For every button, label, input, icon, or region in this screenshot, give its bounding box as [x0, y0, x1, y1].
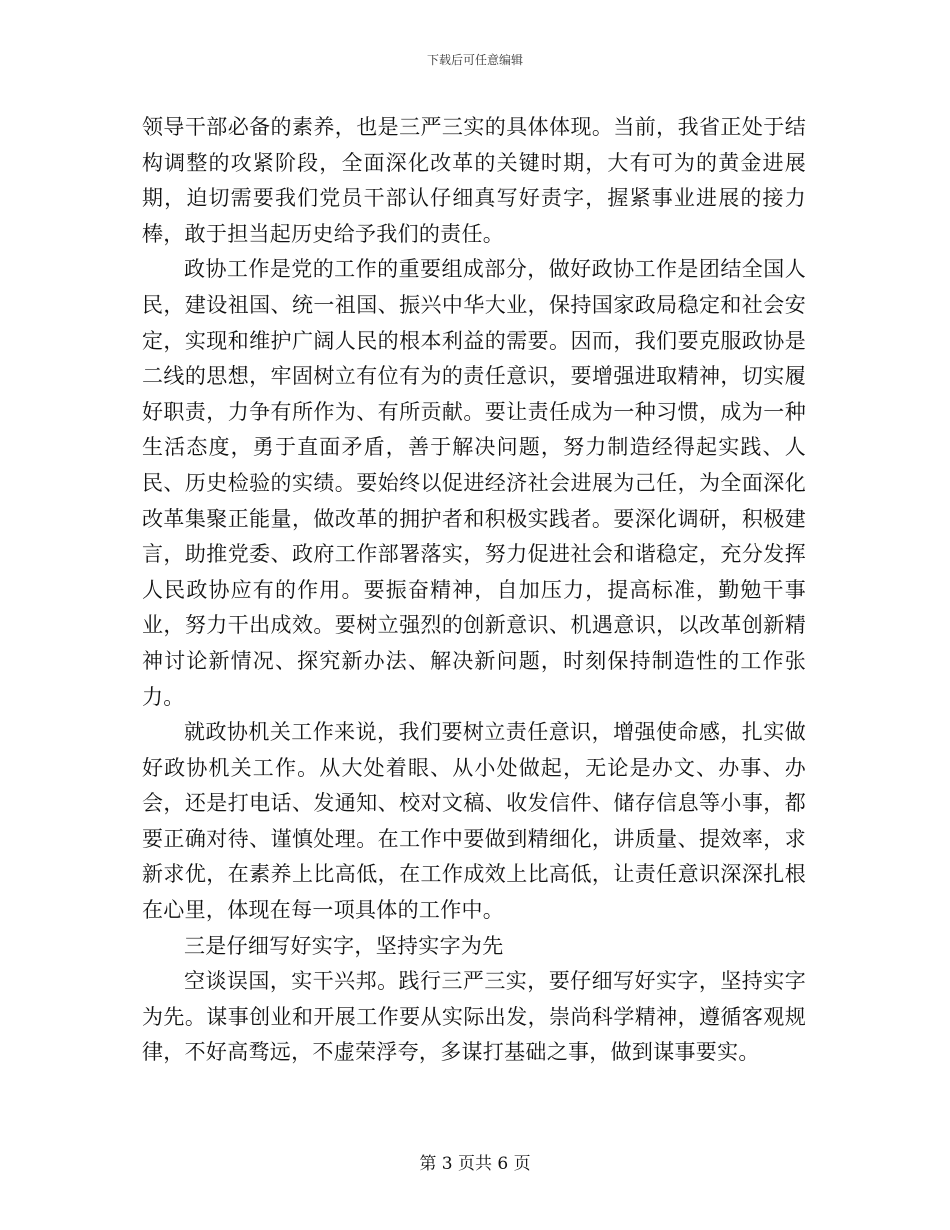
paragraph-practical-work: 空谈误国，实干兴邦。践行三严三实，要仔细写好实字，坚持实字为先。谋事创业和开展工作要从实际出发，崇尚科学精神，遵循客观规律，不好高骛远，不虚荣浮夸，多谋打基础之事，做到谋事要实。: [142, 969, 806, 1065]
section-heading: 三是仔细写好实字，坚持实字为先: [184, 933, 504, 958]
paragraph-continued: 领导干部必备的素养，也是三严三实的具体体现。当前，我省正处于结构调整的攻紧阶段，全面深化改革的关键时期，大有可为的黄金进展期，迫切需要我们党员干部认仔细真写好责字，握紧事业进展的接力棒，敢于担当起历史给予我们的责任。: [142, 115, 806, 246]
paragraph-cppcc-work: 政协工作是党的工作的重要组成部分，做好政协工作是团结全国人民，建设祖国、统一祖国、振兴中华大业，保持国家政局稳定和社会安定，实现和维护广阔人民的根本利益的需要。因而，我们要克服政协是二线的思想，牢固树立有位有为的责任意识，要增强进取精神，切实履好职责，力争有所作为、有所贡献。要让责任成为一种习惯，成为一种生活态度，勇于直面矛盾，善于解决问题，努力制造经得起实践、人民、历史检验的实绩。要始终以促进经济社会进展为己任，为全面深化改革集聚正能量，做改革的拥护者和积极实践者。要深化调研，积极建言，助推党委、政府工作部署落实，努力促进社会和谐稳定，充分发挥人民政协应有的作用。要振奋精神，自加压力，提高标准，勤勉干事业，努力干出成效。要树立强烈的创新意识、机遇意识，以改革创新精神讨论新情况、探究新办法、解决新问题，时刻保持制造性的工作张力。: [142, 257, 806, 709]
document-body: [142, 110, 806, 1071]
page-header: 下载后可任意编辑: [426, 53, 523, 67]
paragraph-cppcc-office-work: 就政协机关工作来说，我们要树立责任意识，增强使命感，扎实做好政协机关工作。从大处着眼、从小处做起，无论是办文、办事、办会，还是打电话、发通知、校对文稿、收发信件、储存信息等小事，都要正确对待、谨慎处理。在工作中要做到精细化，讲质量、提效率，求新求优，在素养上比高低，在工作成效上比高低，让责任意识深深扎根在心里，体现在每一项具体的工作中。: [142, 720, 806, 923]
page-number: 第 3 页共 6 页: [419, 1154, 531, 1174]
